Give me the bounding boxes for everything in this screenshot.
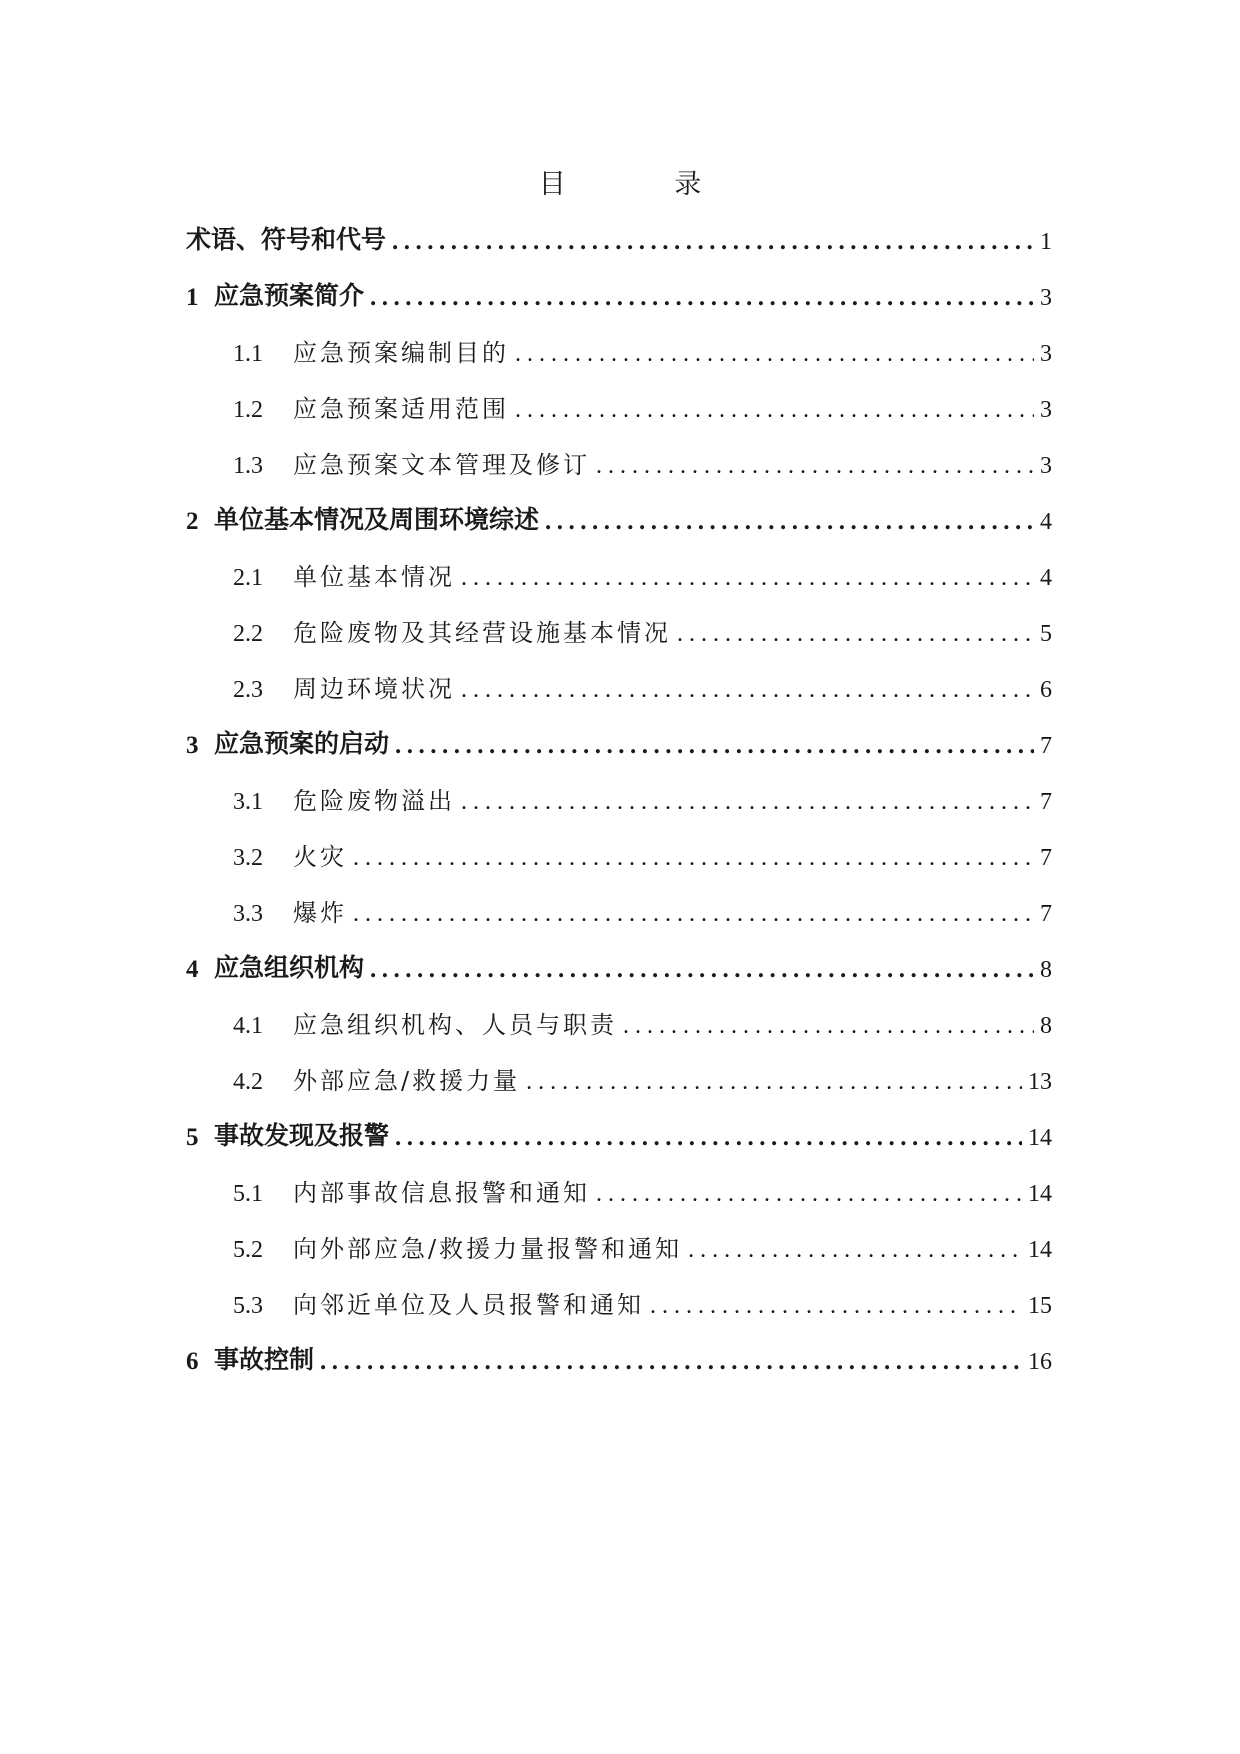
toc-leader-dots	[370, 284, 1034, 312]
toc-leader-dots	[596, 453, 1034, 480]
toc-entry-page: 15	[1028, 1293, 1052, 1319]
toc-entry[interactable]	[233, 832, 1052, 872]
toc-entry-label: 危险废物溢出	[293, 787, 455, 815]
toc-entry-number: 3.2	[233, 845, 263, 871]
toc-entry-page: 4	[1040, 565, 1052, 591]
toc-entry-label: 应急组织机构、人员与职责	[293, 1011, 617, 1039]
toc-entry[interactable]	[186, 944, 1052, 984]
toc-entry-number: 5	[186, 1124, 199, 1151]
toc-entry-number: 1.3	[233, 453, 263, 479]
toc-entry-label: 向邻近单位及人员报警和通知	[293, 1291, 644, 1319]
toc-entry-label: 应急预案简介	[214, 281, 365, 310]
toc-entry-page: 13	[1028, 1069, 1052, 1095]
toc-leader-dots	[370, 956, 1034, 984]
toc-entry-label: 应急组织机构	[214, 953, 365, 982]
toc-entry-page: 1	[1040, 229, 1052, 255]
toc-leader-dots	[515, 341, 1034, 368]
toc-leader-dots	[596, 1181, 1022, 1208]
toc-entry-number: 2.1	[233, 565, 263, 591]
toc-entry[interactable]	[233, 608, 1052, 648]
toc-entry-number: 5.2	[233, 1237, 263, 1263]
toc-entry-page: 6	[1040, 677, 1052, 703]
toc-leader-dots	[677, 621, 1034, 648]
toc-entry-page: 3	[1040, 453, 1052, 479]
toc-entry-number: 1.2	[233, 397, 263, 423]
toc-title: 目 录	[538, 169, 752, 200]
toc-entry[interactable]	[233, 776, 1052, 816]
toc-entry-number: 2	[186, 508, 199, 535]
toc-entry-page: 14	[1028, 1181, 1052, 1207]
toc-entry[interactable]	[233, 328, 1052, 368]
toc-entry-label: 应急预案编制目的	[293, 339, 509, 367]
toc-entry-page: 16	[1028, 1349, 1052, 1375]
toc-leader-dots	[461, 677, 1034, 704]
toc-leader-dots	[526, 1069, 1022, 1096]
toc-entry-page: 14	[1028, 1237, 1052, 1263]
toc-leader-dots	[392, 228, 1034, 256]
toc-entry-page: 14	[1028, 1125, 1052, 1151]
toc-entry[interactable]	[233, 1168, 1052, 1208]
toc-entry-page: 3	[1040, 397, 1052, 423]
toc-entry[interactable]	[186, 496, 1052, 536]
toc-entry-page: 4	[1040, 509, 1052, 535]
toc-entry-number: 4.1	[233, 1013, 263, 1039]
toc-entry-number: 4	[186, 956, 199, 983]
toc-leader-dots	[461, 789, 1034, 816]
toc-entry-number: 6	[186, 1348, 199, 1375]
toc-entry[interactable]	[233, 440, 1052, 480]
toc-leader-dots	[353, 845, 1034, 872]
toc-entry-label: 向外部应急/救援力量报警和通知	[293, 1235, 683, 1263]
toc-entry-page: 7	[1040, 733, 1052, 759]
toc-entry-label: 内部事故信息报警和通知	[293, 1179, 590, 1207]
toc-leader-dots	[545, 508, 1034, 536]
toc-entry-page: 8	[1040, 1013, 1052, 1039]
toc-entry-page: 3	[1040, 285, 1052, 311]
toc-entry-page: 8	[1040, 957, 1052, 983]
toc-entry-number: 3.1	[233, 789, 263, 815]
toc-leader-dots	[395, 1124, 1022, 1152]
toc-entry[interactable]	[186, 720, 1052, 760]
toc-entry[interactable]	[186, 272, 1052, 312]
toc-entry-page: 7	[1040, 901, 1052, 927]
toc-entry-number: 2.3	[233, 677, 263, 703]
toc-entry[interactable]	[233, 552, 1052, 592]
toc-leader-dots	[461, 565, 1034, 592]
toc-entry[interactable]	[186, 1336, 1052, 1376]
toc-entry-label: 事故发现及报警	[214, 1121, 390, 1150]
toc-entry-number: 3.3	[233, 901, 263, 927]
toc-entry-label: 爆炸	[293, 899, 347, 927]
toc-entry[interactable]	[233, 1000, 1052, 1040]
toc-entry[interactable]	[233, 664, 1052, 704]
toc-entry-label: 危险废物及其经营设施基本情况	[293, 619, 671, 647]
toc-leader-dots	[650, 1293, 1022, 1320]
toc-entry-number: 2.2	[233, 621, 263, 647]
toc-entry-number: 3	[186, 732, 199, 759]
toc-entry-label: 应急预案的启动	[214, 729, 390, 758]
toc-entry-label: 火灾	[293, 843, 347, 871]
toc-entry[interactable]	[186, 216, 1052, 256]
toc-leader-dots	[395, 732, 1034, 760]
toc-entry[interactable]	[233, 1280, 1052, 1320]
toc-entry[interactable]	[233, 1056, 1052, 1096]
toc-entry-label: 应急预案适用范围	[293, 395, 509, 423]
toc-entry-page: 7	[1040, 789, 1052, 815]
toc-leader-dots	[320, 1348, 1022, 1376]
toc-entry-page: 5	[1040, 621, 1052, 647]
toc-entry-label: 单位基本情况及周围环境综述	[214, 505, 540, 534]
toc-entry-label: 事故控制	[214, 1345, 315, 1374]
toc-leader-dots	[353, 901, 1034, 928]
toc-entry-page: 3	[1040, 341, 1052, 367]
toc-leader-dots	[515, 397, 1034, 424]
toc-leader-dots	[623, 1013, 1034, 1040]
toc-entry-number: 5.1	[233, 1181, 263, 1207]
toc-entry-number: 1.1	[233, 341, 263, 367]
toc-entry-label: 单位基本情况	[293, 563, 455, 591]
toc-entry[interactable]	[233, 384, 1052, 424]
toc-entry[interactable]	[233, 888, 1052, 928]
toc-entry-label: 外部应急/救援力量	[293, 1067, 521, 1095]
toc-entry[interactable]	[186, 1112, 1052, 1152]
toc-entry-number: 4.2	[233, 1069, 263, 1095]
toc-entry-label: 术语、符号和代号	[186, 225, 387, 254]
toc-entry-label: 周边环境状况	[293, 675, 455, 703]
toc-entry-label: 应急预案文本管理及修订	[293, 451, 590, 479]
toc-entry-number: 1	[186, 284, 199, 311]
toc-leader-dots	[688, 1237, 1022, 1264]
toc-entry-number: 5.3	[233, 1293, 263, 1319]
toc-entry[interactable]	[233, 1224, 1052, 1264]
toc-entry-page: 7	[1040, 845, 1052, 871]
